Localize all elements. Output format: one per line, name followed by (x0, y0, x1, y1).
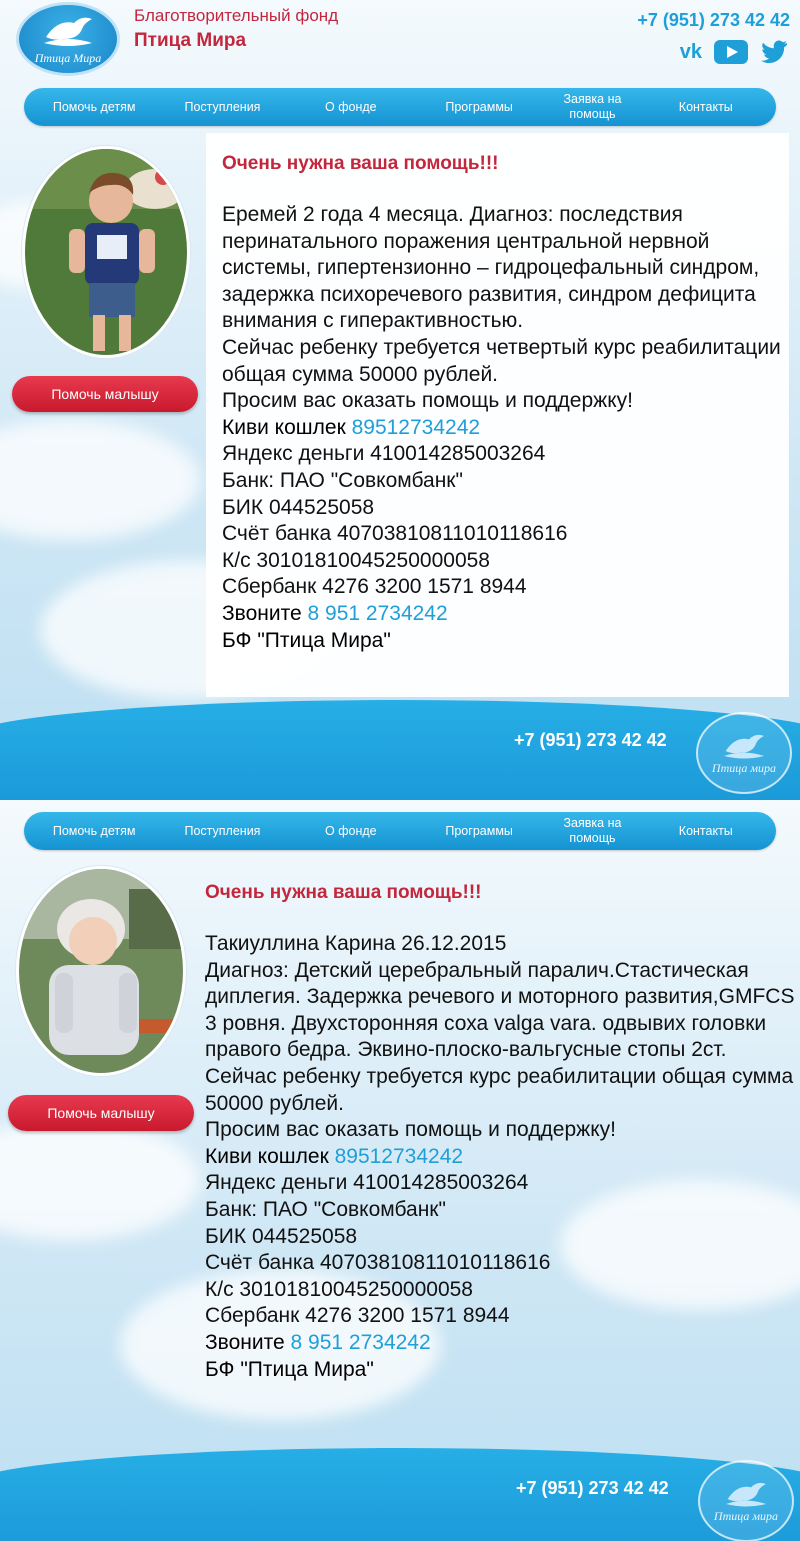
dove-icon (718, 1479, 774, 1509)
social-links (680, 40, 788, 64)
footer-phone[interactable]: +7 (951) 273 42 42 (516, 1478, 669, 1498)
appeal-body: Такиуллина Карина 26.12.2015 Диагноз: Детский церебральный паралич.Стастическая диплегия. Задержка речевого и моторного развития,GMFCS 3 ровня. Двухсторонняя соха valga vara. одвывих головки правого бедра. Эквино-плоско-вальгусные стопы 2ст. Сейчас ребенку требуется курс реабилитации общая сумма 50000 рублей. Просим вас оказать помощь и поддержку! (205, 932, 795, 1142)
nav-request-help[interactable]: Заявка на помощь (563, 816, 622, 845)
footer-logo-text: Птица мира (713, 1508, 779, 1523)
nav-request-help[interactable]: Заявка на помощь (563, 92, 622, 121)
qiwi-label: Киви кошлек (205, 1144, 335, 1168)
urgent-heading (205, 882, 482, 904)
footer-logo (698, 1460, 794, 1541)
qiwi-link[interactable]: 89512734242 (334, 1144, 464, 1168)
nav-receipts[interactable]: Поступления (184, 99, 261, 114)
call-link[interactable]: 8 951 2734242 (307, 601, 448, 625)
help-child-button[interactable]: Помочь малышу (8, 1095, 194, 1131)
nav-help-children[interactable]: Помочь детям (52, 99, 136, 114)
screenshot-bottom (0, 800, 800, 1541)
fund-subtitle: Благотворительный фонд (134, 6, 339, 25)
main-nav (24, 812, 776, 850)
fund-logo[interactable] (16, 2, 120, 76)
appeal-text (205, 931, 797, 1383)
urgent-heading: Очень нужна ваша помощь!!! (222, 153, 499, 174)
signature: БФ "Птица Мира" (205, 1357, 374, 1381)
logo-text: Птица Мира (34, 50, 102, 65)
dove-icon (38, 13, 98, 49)
nav-about[interactable]: О фонде (325, 99, 377, 114)
call-label: Звоните (205, 1330, 291, 1354)
qiwi-line (205, 1144, 797, 1171)
footer-band (0, 700, 800, 800)
help-child-button[interactable]: Помочь малышу (12, 376, 198, 412)
appeal-text (222, 202, 782, 654)
urgent-heading-text: Очень нужна ваша помощь!!! (205, 882, 482, 903)
nav-contacts[interactable]: Контакты (678, 99, 733, 114)
footer-band (0, 1448, 800, 1541)
site-header (0, 0, 800, 86)
nav-help-children[interactable]: Помочь детям (52, 823, 136, 838)
signature: БФ "Птица Мира" (222, 628, 391, 652)
nav-contacts[interactable]: Контакты (678, 823, 733, 838)
nav-programs[interactable]: Программы (445, 823, 513, 838)
dove-icon (716, 731, 772, 761)
qiwi-link[interactable]: 89512734242 (351, 415, 481, 439)
nav-about[interactable]: О фонде (325, 823, 377, 838)
footer-phone[interactable]: +7 (951) 273 42 42 (514, 730, 667, 750)
qiwi-label: Киви кошлек (222, 415, 352, 439)
main-nav (24, 88, 776, 126)
call-line (205, 1330, 797, 1357)
nav-programs[interactable]: Программы (445, 99, 513, 114)
twitter-icon[interactable] (760, 40, 788, 64)
youtube-icon[interactable] (714, 40, 748, 64)
call-line (222, 601, 782, 628)
bank-details: Яндекс деньги 410014285003264 Банк: ПАО "Совкомбанк" БИК 044525058 Счёт банка 40703810811010118616 К/с 30101810045250000058 Сбербанк 4276 3200 1571 8944 (222, 442, 568, 599)
qiwi-line (222, 415, 782, 442)
appeal-card (206, 133, 789, 697)
footer-logo (696, 712, 792, 794)
fund-name: Птица Мира (134, 30, 247, 51)
call-link[interactable]: 8 951 2734242 (290, 1330, 431, 1354)
bank-details: Яндекс деньги 410014285003264 Банк: ПАО "Совкомбанк" БИК 044525058 Счёт банка 40703810811010118616 К/с 30101810045250000058 Сбербанк 4276 3200 1571 8944 (205, 1171, 551, 1328)
call-label: Звоните (222, 601, 308, 625)
header-phone[interactable]: +7 (951) 273 42 42 (637, 10, 790, 30)
child-photo (16, 866, 186, 1076)
nav-receipts[interactable]: Поступления (184, 823, 261, 838)
child-photo (22, 146, 190, 358)
appeal-body: Еремей 2 года 4 месяца. Диагноз: последствия перинатального поражения центральной нервной системы, гипертензионно – гидроцефальный синдром, задержка психоречевого развития, синдром дефицита внимания с гиперактивностью. Сейчас ребенку требуется четвертый курс реабилитации общая сумма 50000 рублей. Просим вас оказать помощь и поддержку! (222, 203, 781, 413)
vk-icon[interactable]: vk (679, 40, 702, 63)
footer-logo-text: Птица мира (711, 760, 777, 775)
